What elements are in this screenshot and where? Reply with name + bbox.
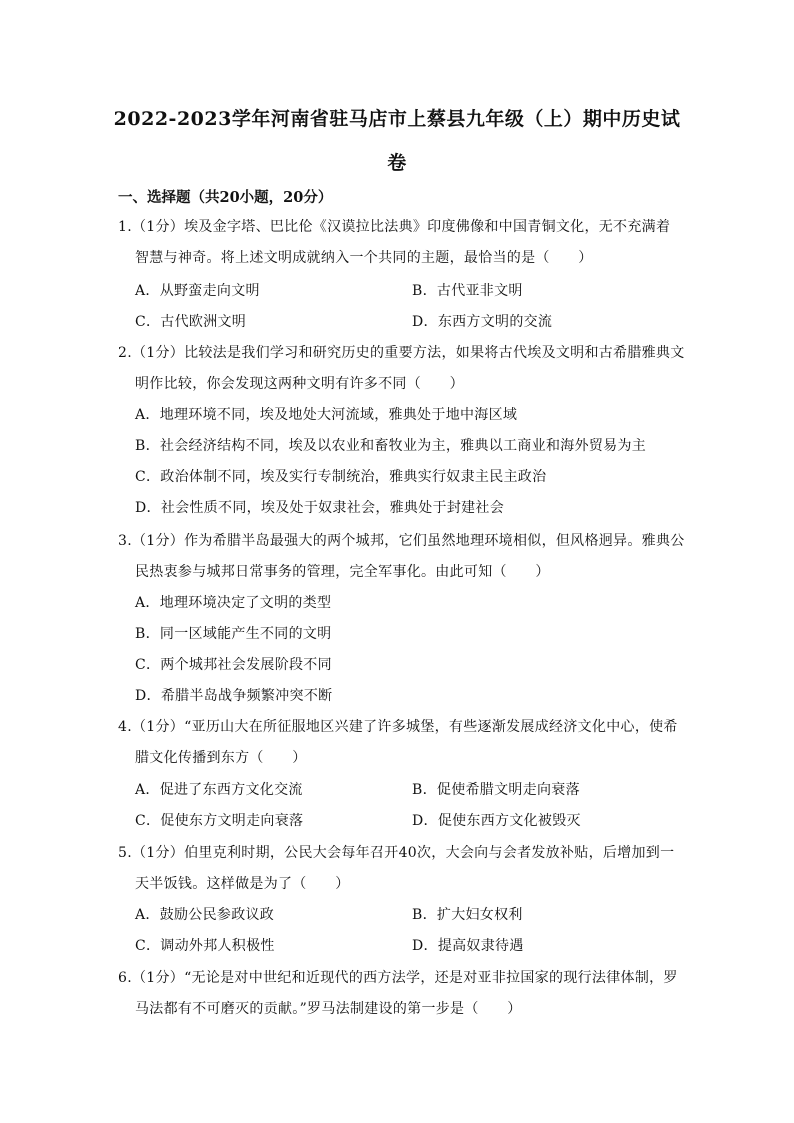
question-4-option-d: D．促使东西方文化被毁灭 [412, 813, 581, 829]
question-6-text-cont: 马法都有不可磨灭的贡献。”罗马法制建设的第一步是（ ） [135, 1001, 522, 1017]
page-title: 2022-2023学年河南省驻马店市上蔡县九年级（上）期中历史试 [113, 108, 681, 130]
question-2-option-b: B．社会经济结构不同，埃及以农业和畜牧业为主，雅典以工商业和海外贸易为主 [135, 438, 647, 454]
question-1-option-c: C．古代欧洲文明 [135, 314, 247, 330]
question-3-text-cont: 民热衷参与城邦日常事务的管理，完全军事化。由此可知（ ） [135, 564, 550, 580]
question-2-text: 2.（1分）比较法是我们学习和研究历史的重要方法，如果将古代埃及文明和古希腊雅典文 [118, 345, 685, 361]
question-3-option-a: A．地理环境决定了文明的类型 [135, 595, 332, 611]
question-4-option-c: C．促使东方文明走向衰落 [135, 813, 304, 829]
page-title-continued: 卷 [387, 152, 407, 174]
question-2-option-d: D．社会性质不同，埃及处于奴隶社会，雅典处于封建社会 [135, 500, 505, 516]
question-1-option-b: B．古代亚非文明 [412, 283, 523, 299]
section-heading: 一、选择题（共20小题，20分） [118, 189, 333, 206]
question-1-option-a: A．从野蛮走向文明 [135, 283, 260, 299]
question-1-text-cont: 智慧与神奇。将上述文明成就纳入一个共同的主题，最恰当的是（ ） [135, 250, 593, 266]
question-5-option-b: B．扩大妇女权利 [412, 907, 523, 923]
question-2-text-cont: 明作比较，你会发现这两种文明有许多不同（ ） [135, 376, 464, 392]
question-5-option-c: C．调动外邦人积极性 [135, 938, 275, 954]
question-1-option-d: D．东西方文明的交流 [412, 314, 553, 330]
question-2-option-a: A．地理环境不同，埃及地处大河流域，雅典处于地中海区域 [135, 407, 518, 423]
question-3-option-d: D．希腊半岛战争频繁冲突不断 [135, 688, 333, 704]
question-5-option-d: D．提高奴隶待遇 [412, 938, 524, 954]
question-1-text: 1.（1分）埃及金字塔、巴比伦《汉谟拉比法典》印度佛像和中国青铜文化，无不充满着 [118, 219, 671, 235]
question-4-option-a: A．促进了东西方文化交流 [135, 782, 303, 798]
question-4-option-b: B．促使希腊文明走向衰落 [412, 782, 580, 798]
question-4-text: 4.（1分）“亚历山大在所征服地区兴建了许多城堡，有些逐渐发展成经济文化中心，使希 [118, 719, 678, 735]
question-6-text: 6.（1分）“无论是对中世纪和近现代的西方法学，还是对亚非拉国家的现行法律体制，罗 [118, 970, 678, 986]
question-3-text: 3.（1分）作为希腊半岛最强大的两个城邦，它们虽然地理环境相似，但风格迥异。雅典公 [118, 533, 685, 549]
question-5-option-a: A．鼓励公民参政议政 [135, 907, 275, 923]
question-2-option-c: C．政治体制不同，埃及实行专制统治，雅典实行奴隶主民主政治 [135, 469, 547, 485]
question-5-text-cont: 天半饭钱。这样做是为了（ ） [135, 876, 350, 892]
question-5-text: 5.（1分）伯里克利时期，公民大会每年召开40次，大会向与会者发放补贴，后增加到一 [118, 845, 675, 861]
question-3-option-c: C．两个城邦社会发展阶段不同 [135, 657, 332, 673]
question-4-text-cont: 腊文化传播到东方（ ） [135, 750, 307, 766]
question-3-option-b: B．同一区域能产生不同的文明 [135, 626, 332, 642]
